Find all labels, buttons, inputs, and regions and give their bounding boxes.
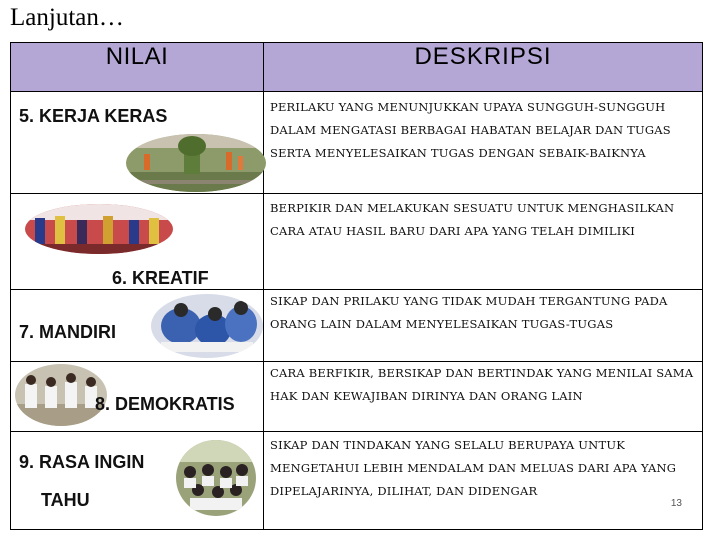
value-name-line1: 9. RASA INGIN	[19, 452, 145, 472]
value-name: 8. DEMOKRATIS	[95, 394, 235, 414]
value-cell	[11, 194, 264, 290]
photo-students-studying	[151, 294, 263, 358]
value-cell	[11, 432, 264, 530]
value-cell	[11, 362, 264, 432]
value-name: 6. KREATIF	[112, 268, 209, 288]
table-row	[11, 92, 703, 194]
page-number: 13	[670, 498, 682, 509]
description-cell	[264, 432, 703, 530]
description-cell	[264, 290, 703, 362]
photo-group-discussion	[15, 364, 107, 426]
description-text: BERPIKIR DAN MELAKUKAN SESUATU UNTUK MENGHASILKAN CARA ATAU HASIL BARU DARI APA YANG TELAH DIMILIKI	[270, 201, 675, 238]
photo-working-students	[126, 134, 266, 192]
value-cell	[11, 92, 264, 194]
description-text: PERILAKU YANG MENUNJUKKAN UPAYA SUNGGUH-SUNGGUH DALAM MENGATASI BERBAGAI HABATAN BELAJAR DAN TUGAS SERTA MENYELESAIKAN TUGAS DENGAN SEBAIK-BAIKNYA	[270, 100, 671, 160]
description-text: SIKAP DAN TINDAKAN YANG SELALU BERUPAYA UNTUK MENGETAHUI LEBIH MENDALAM DAN MELUAS DARI APA YANG DIPELAJARINYA, DILIHAT, DAN DIDENGAR	[270, 438, 677, 498]
photo-performance	[25, 204, 173, 254]
description-text: CARA BERFIKIR, BERSIKAP DAN BERTINDAK YANG MENILAI SAMA HAK DAN KEWAJIBAN DIRINYA DAN ORANG LAIN	[270, 366, 694, 403]
table-row	[11, 194, 703, 290]
description-text: SIKAP DAN PRILAKU YANG TIDAK MUDAH TERGANTUNG PADA ORANG LAIN DALAM MENYELESAIKAN TUGAS-TUGAS	[270, 294, 668, 331]
table-row	[11, 432, 703, 530]
slide-title: Lanjutan…	[10, 4, 124, 31]
description-cell	[264, 194, 703, 290]
table-row	[11, 362, 703, 432]
table-header-row	[11, 43, 703, 92]
value-name: 7. MANDIRI	[19, 322, 117, 342]
header-nilai: NILAI	[11, 43, 264, 92]
description-cell	[264, 362, 703, 432]
photo-curious-students	[176, 440, 256, 516]
value-name: 5. KERJA KERAS	[19, 106, 168, 126]
table-row	[11, 290, 703, 362]
values-table	[10, 42, 703, 530]
header-deskripsi: DESKRIPSI	[264, 43, 703, 92]
value-cell	[11, 290, 264, 362]
value-name-line2: TAHU	[41, 490, 90, 510]
description-cell	[264, 92, 703, 194]
